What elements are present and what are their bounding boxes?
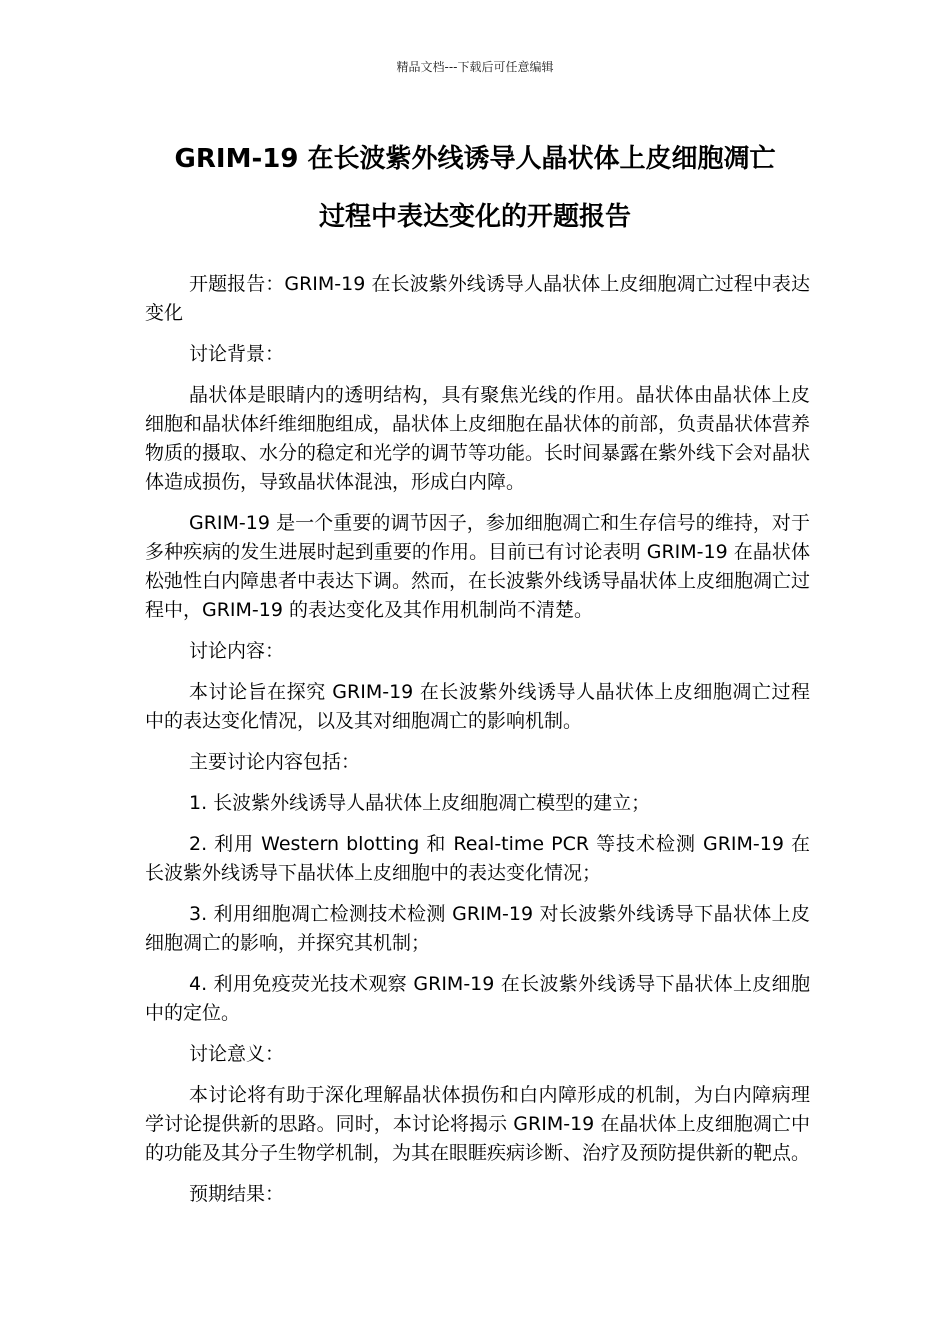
- heading-expected-results: 预期结果：: [189, 1183, 285, 1205]
- paragraph-background-2: GRIM-19 是一个重要的调节因子，参加细胞凋亡和生存信号的维持，对于多种疾病的发生进展时起到重要的作用。目前已有讨论表明 GRIM-19 在晶状体松弛性白内障患者中表达下调。然而，在长波紫外线诱导晶状体上皮细胞凋亡过程中，GRIM-19 的表达变化及其作用机制尚不清楚。: [145, 512, 811, 621]
- title-line-2: 过程中表达变化的开题报告: [318, 202, 631, 232]
- list-item-3: 3. 利用细胞凋亡检测技术检测 GRIM-19 对长波紫外线诱导下晶状体上皮细胞凋亡的影响，并探究其机制；: [145, 903, 810, 954]
- page-title: [100, 130, 850, 246]
- list-item-2: 2. 利用 Western blotting 和 Real-time PCR 等技术检测 GRIM-19 在长波紫外线诱导下晶状体上皮细胞中的表达变化情况；: [145, 833, 810, 884]
- title-line-1: GRIM-19 在长波紫外线诱导人晶状体上皮细胞凋亡: [174, 144, 776, 174]
- heading-significance: 讨论意义：: [189, 1043, 285, 1065]
- paragraph-significance: 本讨论将有助于深化理解晶状体损伤和白内障形成的机制，为白内障病理学讨论提供新的思路。同时，本讨论将揭示 GRIM-19 在晶状体上皮细胞凋亡中的功能及其分子生物学机制，为其在眼睚疾病诊断、治疗及预防提供新的靶点。: [145, 1084, 811, 1164]
- heading-background: 讨论背景：: [189, 343, 285, 365]
- paragraph-content-intro: 主要讨论内容包括：: [189, 751, 361, 773]
- list-item-1: 1. 长波紫外线诱导人晶状体上皮细胞凋亡模型的建立；: [189, 792, 651, 814]
- paragraph-background-1: 晶状体是眼睛内的透明结构，具有聚焦光线的作用。晶状体由晶状体上皮细胞和晶状体纤维细胞组成，晶状体上皮细胞在晶状体的前部，负责晶状体营养物质的摄取、水分的稳定和光学的调节等功能。长时间暴露在紫外线下会对晶状体造成损伤，导致晶状体混浊，形成白内障。: [145, 384, 811, 493]
- header-note: 精品文档---下载后可任意编辑: [396, 60, 554, 74]
- list-item-4: 4. 利用免疫荧光技术观察 GRIM-19 在长波紫外线诱导下晶状体上皮细胞中的定位。: [145, 973, 810, 1024]
- paragraph-report-title: 开题报告：GRIM-19 在长波紫外线诱导人晶状体上皮细胞凋亡过程中表达变化: [145, 273, 810, 324]
- heading-content: 讨论内容：: [189, 640, 285, 662]
- paragraph-content-aim: 本讨论旨在探究 GRIM-19 在长波紫外线诱导人晶状体上皮细胞凋亡过程中的表达变化情况，以及其对细胞凋亡的影响机制。: [145, 681, 810, 732]
- document-body: [145, 270, 810, 1221]
